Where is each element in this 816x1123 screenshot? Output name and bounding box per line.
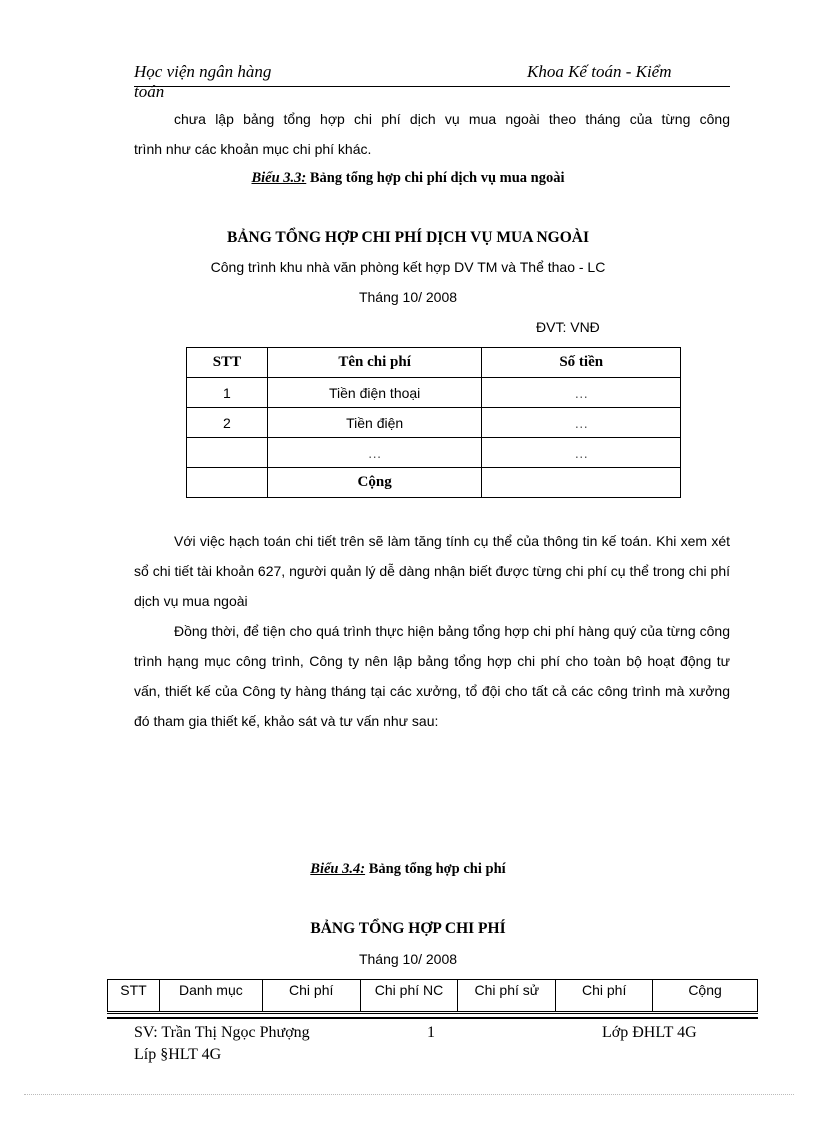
caption-bieu-3-3 <box>0 170 816 187</box>
caption-label: Biểu 3.4: <box>310 861 366 877</box>
table1-title: BẢNG TỔNG HỢP CHI PHÍ DỊCH VỤ MUA NGOÀI <box>227 229 589 246</box>
body-paragraph-2: Đồng thời, để tiện cho quá trình thực hiện bảng tổng hợp chi phí hàng quý của từng công trình hạng mục công trình, Công ty nên lập bảng tổng hợp chi phí cho toàn bộ hoạt động tư vấn, thiết kế của Công ty hàng tháng tại các xưởng, tổ đội cho tất cả các công trình mà xưởng đó tham gia thiết kế, khảo sát và tư vấn như sau: <box>134 623 730 729</box>
col-header-cost-other: Chi phí <box>556 980 653 1012</box>
cell-name: Tiền điện thoại <box>267 378 482 408</box>
table1-unit: ĐVT: VNĐ <box>536 319 600 335</box>
body-paragraph-1: Với việc hạch toán chi tiết trên sẽ làm tăng tính cụ thể của thông tin kế toán. Khi xem xét sổ chi tiết tài khoản 627, người quản lý dễ dàng nhận biết được từng chi phí cụ thể trong chi phí dịch vụ mua ngoài <box>134 533 730 609</box>
intro-line-1: chưa lập bảng tổng hợp chi phí dịch vụ mua ngoài theo tháng của từng công <box>174 111 730 127</box>
cell-stt: 1 <box>187 378 268 408</box>
table1-month: Tháng 10/ 2008 <box>358 289 458 305</box>
caption-bieu-3-4 <box>0 861 816 878</box>
cell-amount: … <box>482 378 681 408</box>
total-label: Cộng <box>267 468 482 498</box>
col-header-total: Cộng <box>653 980 758 1012</box>
col-header-stt: STT <box>187 348 268 378</box>
table2-month: Tháng 10/ 2008 <box>358 951 458 967</box>
cell-amount: … <box>482 438 681 468</box>
footer-rule-thick <box>107 1017 758 1019</box>
col-header-cost: Chi phí <box>262 980 360 1012</box>
table-row <box>187 438 681 468</box>
cell-stt <box>187 468 268 498</box>
intro-paragraph <box>134 104 730 164</box>
page-bottom-dotted-line <box>24 1094 794 1095</box>
header-right: Khoa Kế toán - Kiểm <box>527 62 672 81</box>
cell-stt <box>187 438 268 468</box>
body-text <box>134 526 730 736</box>
footer-student: SV: Trần Thị Ngọc Phượng <box>134 1024 310 1041</box>
footer-rule <box>107 1013 758 1014</box>
col-header-name: Tên chi phí <box>267 348 482 378</box>
caption-text: Bảng tổng hợp chi phí dịch vụ mua ngoài <box>306 170 565 186</box>
footer-class: Lớp ĐHLT 4G <box>602 1024 697 1041</box>
col-header-stt: STT <box>108 980 160 1012</box>
table2-title: BẢNG TỔNG HỢP CHI PHÍ <box>310 920 506 937</box>
table-row <box>187 408 681 438</box>
header-left: Học viện ngân hàng <box>134 62 272 81</box>
col-header-amount: Số tiền <box>482 348 681 378</box>
cell-name: Tiền điện <box>267 408 482 438</box>
table-row <box>187 378 681 408</box>
table-total-row <box>187 468 681 498</box>
header-left-wrap: toán <box>134 82 165 101</box>
col-header-category: Danh mục <box>159 980 262 1012</box>
col-header-usage-cost: Chi phí sử <box>458 980 556 1012</box>
table1-subtitle: Công trình khu nhà văn phòng kết hợp DV TM và Thể thao - LC <box>210 259 606 275</box>
table-header-row <box>108 980 758 1012</box>
cell-amount: … <box>482 408 681 438</box>
cell-name: … <box>267 438 482 468</box>
summary-cost-table <box>107 979 758 1012</box>
header-rule <box>134 86 730 87</box>
footer-class-garbled: Líp §HLT 4G <box>134 1046 222 1063</box>
total-amount <box>482 468 681 498</box>
intro-line-2: trình như các khoản mục chi phí khác. <box>134 141 372 157</box>
table-header-row <box>187 348 681 378</box>
caption-text: Bảng tổng hợp chi phí <box>365 861 506 877</box>
col-header-labor-cost: Chi phí NC <box>360 980 458 1012</box>
cell-stt: 2 <box>187 408 268 438</box>
caption-label: Biểu 3.3: <box>251 170 307 186</box>
footer-page-number: 1 <box>427 1024 435 1041</box>
cost-table <box>186 347 681 498</box>
